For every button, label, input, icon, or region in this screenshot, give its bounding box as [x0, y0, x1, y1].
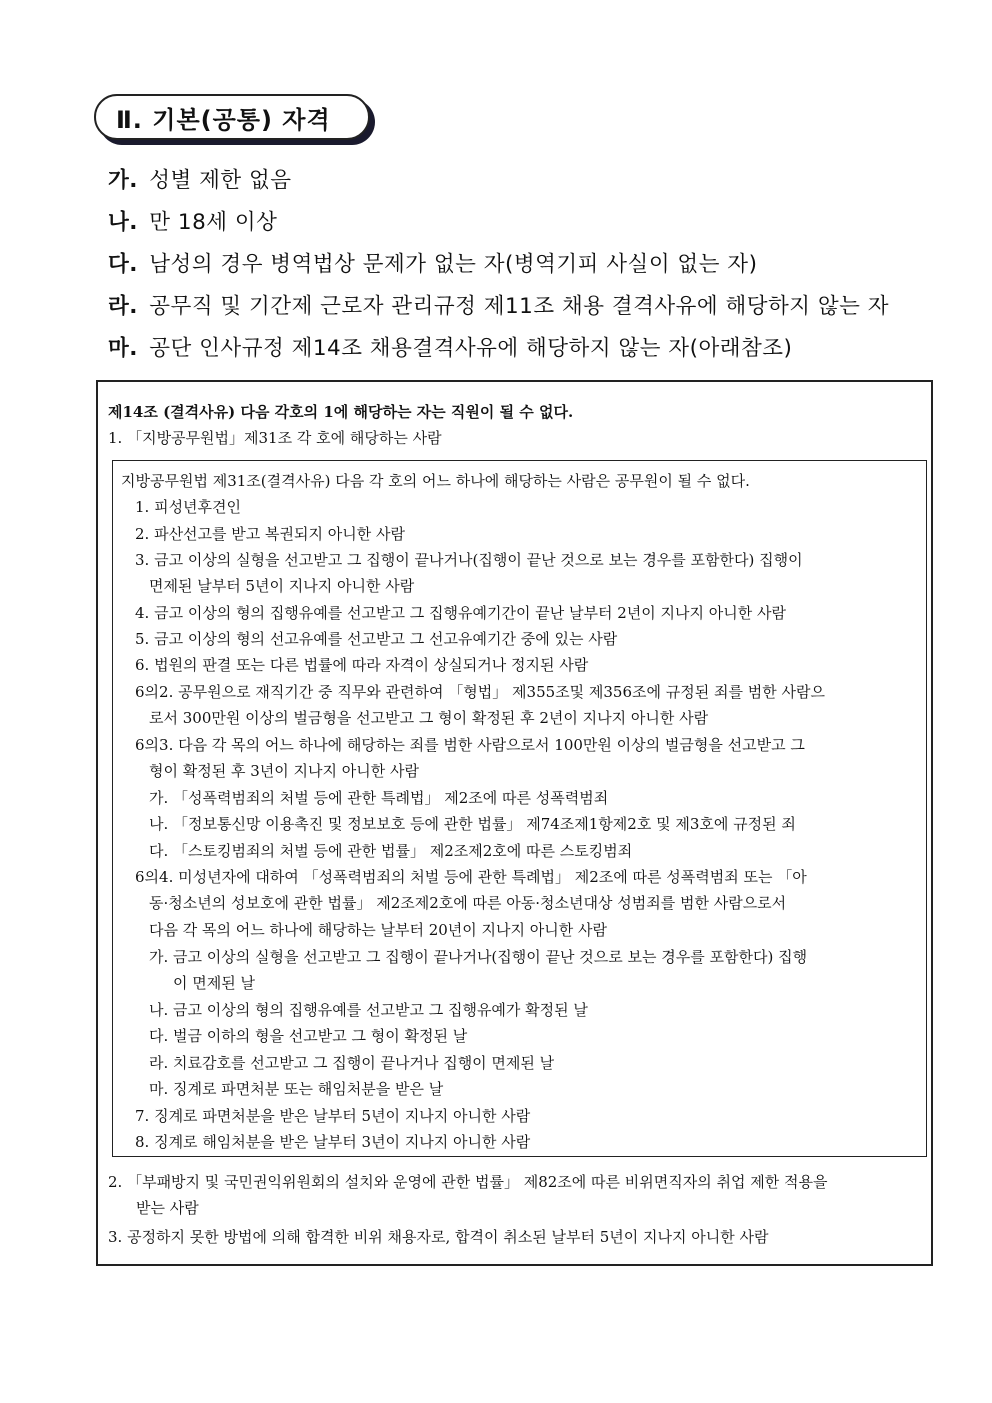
article14-item-2: 2. 「부패방지 및 국민권익위원회의 설치와 운영에 관한 법률」 제82조에 따른 비위면직자의 취업 제한 적용을: [108, 1173, 828, 1191]
law31-line: 5. 금고 이상의 형의 선고유예를 선고받고 그 선고유예기간 중에 있는 사람: [135, 630, 618, 648]
requirement-marker: 가.: [108, 168, 138, 193]
law31-line: 4. 금고 이상의 형의 집행유예를 선고받고 그 집행유예기간이 끝난 날부터 2년이 지나지 아니한 사람: [135, 604, 786, 622]
requirement-text: 만 18세 이상: [149, 210, 278, 235]
law31-line: 7. 징계로 파면처분을 받은 날부터 5년이 지나지 아니한 사람: [135, 1107, 531, 1125]
requirement-marker: 마.: [108, 336, 138, 361]
article14-item-1: 1. 「지방공무원법」제31조 각 호에 해당하는 사람: [108, 429, 442, 447]
law31-line: 다. 벌금 이하의 형을 선고받고 그 형이 확정된 날: [149, 1027, 468, 1045]
law31-line: 다음 각 목의 어느 하나에 해당하는 날부터 20년이 지나지 아니한 사람: [149, 921, 608, 939]
law31-line: 6의2. 공무원으로 재직기간 중 직무와 관련하여 「형법」 제355조및 제356조에 규정된 죄를 범한 사람으: [135, 683, 825, 701]
law31-line: 동·청소년의 성보호에 관한 법률」 제2조제2호에 따른 아동·청소년대상 성범죄를 범한 사람으로서: [149, 894, 787, 912]
law31-line: 가. 「성폭력범죄의 처벌 등에 관한 특례법」 제2조에 따른 성폭력범죄: [149, 789, 609, 807]
requirement-item: [108, 286, 968, 328]
law31-line: 6. 법원의 판결 또는 다른 법률에 따라 자격이 상실되거나 정지된 사람: [135, 656, 589, 674]
requirement-text: 공무직 및 기간제 근로자 관리규정 제11조 채용 결격사유에 해당하지 않는 자: [149, 294, 890, 319]
law31-heading: 지방공무원법 제31조(결격사유) 다음 각 호의 어느 하나에 해당하는 사람은 공무원이 될 수 없다.: [121, 472, 750, 490]
law31-line: 다. 「스토킹범죄의 처벌 등에 관한 법률」 제2조제2호에 따른 스토킹범죄: [149, 842, 633, 860]
law31-box: [112, 460, 927, 1157]
law31-line: 면제된 날부터 5년이 지나지 아니한 사람: [149, 577, 415, 595]
requirement-marker: 라.: [108, 294, 138, 319]
requirement-text: 남성의 경우 병역법상 문제가 없는 자(병역기피 사실이 없는 자): [149, 252, 758, 277]
article14-item-3: 3. 공정하지 못한 방법에 의해 합격한 비위 채용자로, 합격이 취소된 날부터 5년이 지나지 아니한 사람: [108, 1228, 769, 1246]
requirement-marker: 나.: [108, 210, 138, 235]
article14-heading: 제14조 (결격사유) 다음 각호의 1에 해당하는 자는 직원이 될 수 없다.: [108, 403, 574, 421]
requirement-item: [108, 244, 968, 286]
law31-line: 나. 「정보통신망 이용촉진 및 정보보호 등에 관한 법률」 제74조제1항제2호 및 제3호에 규정된 죄: [149, 815, 796, 833]
law31-line: 마. 징계로 파면처분 또는 해임처분을 받은 날: [149, 1080, 444, 1098]
requirement-text: 공단 인사규정 제14조 채용결격사유에 해당하지 않는 자(아래참조): [149, 336, 793, 361]
law31-line: 6의4. 미성년자에 대하여 「성폭력범죄의 처벌 등에 관한 특례법」 제2조에 따른 성폭력범죄 또는 「아: [135, 868, 807, 886]
law31-line: 6의3. 다음 각 목의 어느 하나에 해당하는 죄를 범한 사람으로서 100만원 이상의 벌금형을 선고받고 그: [135, 736, 805, 754]
section-title: Ⅱ. 기본(공통) 자격: [94, 94, 370, 140]
law31-line: 8. 징계로 해임처분을 받은 날부터 3년이 지나지 아니한 사람: [135, 1133, 531, 1151]
requirement-text: 성별 제한 없음: [149, 168, 292, 193]
requirement-item: [108, 160, 968, 202]
article14-item-2-cont: 받는 사람: [136, 1199, 199, 1217]
law31-line: 2. 파산선고를 받고 복권되지 아니한 사람: [135, 525, 405, 543]
requirement-item: [108, 202, 968, 244]
law31-line: 이 면제된 날: [173, 974, 255, 992]
law31-line: 나. 금고 이상의 형의 집행유예를 선고받고 그 집행유예가 확정된 날: [149, 1001, 588, 1019]
law31-line: 형이 확정된 후 3년이 지나지 아니한 사람: [149, 762, 419, 780]
requirement-marker: 다.: [108, 252, 138, 277]
law31-line: 가. 금고 이상의 실형을 선고받고 그 집행이 끝나거나(집행이 끝난 것으로 보는 경우를 포함한다) 집행: [149, 948, 808, 966]
article14-box: [96, 380, 933, 1266]
law31-line: 1. 피성년후견인: [135, 498, 242, 516]
law31-line: 라. 치료감호를 선고받고 그 집행이 끝나거나 집행이 면제된 날: [149, 1054, 555, 1072]
law31-line: 로서 300만원 이상의 벌금형을 선고받고 그 형이 확정된 후 2년이 지나지 아니한 사람: [149, 709, 709, 727]
law31-line: 3. 금고 이상의 실형을 선고받고 그 집행이 끝나거나(집행이 끝난 것으로 보는 경우를 포함한다) 집행이: [135, 551, 803, 569]
requirement-item: [108, 328, 968, 370]
basic-requirements-list: [108, 160, 968, 370]
